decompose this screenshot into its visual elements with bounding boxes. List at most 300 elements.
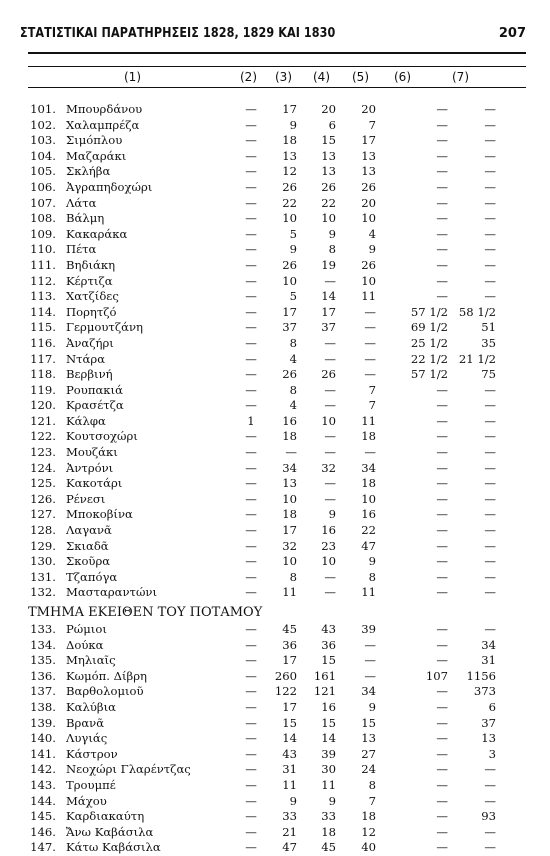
cell-c6: — xyxy=(436,164,448,179)
cell-c4: 22 xyxy=(321,195,336,210)
cell-c7: — xyxy=(484,840,496,855)
village-name: Ντάρα xyxy=(66,351,106,366)
cell-c3: 31 xyxy=(282,762,297,777)
village-name: Κάστρον xyxy=(66,746,118,761)
table-row xyxy=(0,274,550,290)
table-body xyxy=(0,102,550,856)
cell-c6: — xyxy=(436,824,448,839)
cell-c7: 37 xyxy=(481,715,496,730)
cell-c5: 8 xyxy=(368,777,376,792)
cell-c7: — xyxy=(484,413,496,428)
village-name: Κακαράκα xyxy=(66,226,128,241)
cell-c6: — xyxy=(436,257,448,272)
row-number: 142. xyxy=(30,762,56,777)
cell-c5: 12 xyxy=(361,824,376,839)
cell-c3: 21 xyxy=(282,824,297,839)
cell-c6: — xyxy=(436,793,448,808)
cell-c5: 16 xyxy=(361,507,376,522)
row-number: 107. xyxy=(30,195,56,210)
table-row xyxy=(0,429,550,445)
cell-c2: 1 xyxy=(247,413,255,428)
cell-c2: — xyxy=(245,585,257,600)
table-row xyxy=(0,669,550,685)
page-header xyxy=(20,26,526,50)
table-row xyxy=(0,305,550,321)
cell-c3: 10 xyxy=(282,554,297,569)
cell-c5: 22 xyxy=(361,523,376,538)
row-number: 106. xyxy=(30,179,56,194)
village-name: Μασταραντώνι xyxy=(66,585,158,600)
table-row xyxy=(0,523,550,539)
cell-c3: 33 xyxy=(282,809,297,824)
village-name: Μάχου xyxy=(66,793,107,808)
column-header: (5) xyxy=(352,70,369,84)
cell-c2: — xyxy=(245,809,257,824)
cell-c4: 33 xyxy=(321,809,336,824)
table-row xyxy=(0,716,550,732)
cell-c4: 43 xyxy=(321,622,336,636)
table-row xyxy=(0,242,550,258)
header-rule xyxy=(28,52,526,54)
table-row xyxy=(0,180,550,196)
cell-c5: 7 xyxy=(368,117,376,132)
cell-c4: 161 xyxy=(313,668,336,683)
row-number: 120. xyxy=(30,398,56,413)
cell-c3: 34 xyxy=(282,460,297,475)
cell-c5: 18 xyxy=(361,476,376,491)
cell-c4: 17 xyxy=(321,304,336,319)
table-row xyxy=(0,638,550,654)
village-name: Βάλμη xyxy=(66,211,105,226)
row-number: 131. xyxy=(30,569,56,584)
village-name: Μποκοβίνα xyxy=(66,507,133,522)
cell-c3: 15 xyxy=(282,715,297,730)
cell-c4: 14 xyxy=(321,731,336,746)
village-name: Λαγανᾶ xyxy=(66,523,112,538)
cell-c3: 18 xyxy=(282,429,297,444)
table-row xyxy=(0,825,550,841)
cell-c7: — xyxy=(484,762,496,777)
cell-c6: 25 1/2 xyxy=(410,335,448,350)
village-name: Λυγιάς xyxy=(66,731,108,746)
table-top-rule xyxy=(28,66,526,67)
cell-c7: — xyxy=(484,585,496,600)
cell-c7: 13 xyxy=(481,731,496,746)
cell-c3: 13 xyxy=(282,476,297,491)
cell-c2: — xyxy=(245,824,257,839)
cell-c3: 8 xyxy=(289,335,297,350)
cell-c4: 32 xyxy=(321,460,336,475)
cell-c7: — xyxy=(484,523,496,538)
row-number: 114. xyxy=(30,304,56,319)
cell-c4: — xyxy=(324,445,336,460)
cell-c6: — xyxy=(436,538,448,553)
cell-c5: 18 xyxy=(361,429,376,444)
cell-c5: 20 xyxy=(361,102,376,116)
cell-c4: 23 xyxy=(321,538,336,553)
cell-c7: — xyxy=(484,133,496,148)
cell-c6: — xyxy=(436,507,448,522)
cell-c3: 10 xyxy=(282,273,297,288)
row-number: 112. xyxy=(30,273,56,288)
cell-c6: — xyxy=(436,413,448,428)
cell-c7: — xyxy=(484,195,496,210)
cell-c5: 39 xyxy=(361,622,376,636)
cell-c5: — xyxy=(364,668,376,683)
village-name: Κάλφα xyxy=(66,413,106,428)
table-row xyxy=(0,731,550,747)
cell-c7: 58 1/2 xyxy=(458,304,496,319)
cell-c5: 9 xyxy=(368,699,376,714)
cell-c4: 10 xyxy=(321,554,336,569)
cell-c7: — xyxy=(484,460,496,475)
cell-c5: — xyxy=(364,653,376,668)
cell-c2: — xyxy=(245,242,257,257)
village-name: Ρώμιοι xyxy=(66,622,107,636)
table-row xyxy=(0,227,550,243)
cell-c6: — xyxy=(436,491,448,506)
cell-c4: 16 xyxy=(321,699,336,714)
village-name: Μαζαράκι xyxy=(66,148,127,163)
cell-c6: — xyxy=(436,429,448,444)
cell-c2: — xyxy=(245,715,257,730)
row-number: 130. xyxy=(30,554,56,569)
row-number: 143. xyxy=(30,777,56,792)
cell-c2: — xyxy=(245,226,257,241)
table-row xyxy=(0,164,550,180)
cell-c3: 9 xyxy=(289,793,297,808)
cell-c2: — xyxy=(245,445,257,460)
cell-c2: — xyxy=(245,257,257,272)
row-number: 129. xyxy=(30,538,56,553)
cell-c7: 21 1/2 xyxy=(458,351,496,366)
cell-c3: 4 xyxy=(289,351,297,366)
row-number: 140. xyxy=(30,731,56,746)
cell-c2: — xyxy=(245,429,257,444)
cell-c4: 37 xyxy=(321,320,336,335)
cell-c5: 24 xyxy=(361,762,376,777)
row-number: 128. xyxy=(30,523,56,538)
cell-c5: — xyxy=(364,335,376,350)
cell-c3: 22 xyxy=(282,195,297,210)
cell-c6: — xyxy=(436,622,448,636)
row-number: 119. xyxy=(30,382,56,397)
row-number: 122. xyxy=(30,429,56,444)
village-name: Καλύβια xyxy=(66,699,116,714)
village-name: Τζαπόγα xyxy=(66,569,118,584)
cell-c5: 18 xyxy=(361,809,376,824)
cell-c7: — xyxy=(484,211,496,226)
cell-c7: — xyxy=(484,102,496,116)
cell-c4: 13 xyxy=(321,148,336,163)
row-number: 134. xyxy=(30,637,56,652)
village-name: Ἀναζήρι xyxy=(66,335,114,350)
table-row xyxy=(0,653,550,669)
cell-c2: — xyxy=(245,133,257,148)
table-row xyxy=(0,336,550,352)
village-name: Μουζάκι xyxy=(66,445,118,460)
cell-c7: 75 xyxy=(481,367,496,382)
village-name: Χατζίδες xyxy=(66,289,119,304)
cell-c4: — xyxy=(324,569,336,584)
cell-c6: — xyxy=(436,809,448,824)
cell-c4: 14 xyxy=(321,289,336,304)
cell-c4: 15 xyxy=(321,715,336,730)
cell-c5: — xyxy=(364,367,376,382)
cell-c5: — xyxy=(364,445,376,460)
village-name: Βαρθολομιοῦ xyxy=(66,684,144,699)
cell-c5: 13 xyxy=(361,148,376,163)
cell-c6: — xyxy=(436,289,448,304)
cell-c2: — xyxy=(245,746,257,761)
cell-c7: — xyxy=(484,242,496,257)
row-number: 113. xyxy=(30,289,56,304)
village-name: Βηδιάκη xyxy=(66,257,116,272)
cell-c2: — xyxy=(245,554,257,569)
village-name: Σκιαδᾶ xyxy=(66,538,109,553)
cell-c6: — xyxy=(436,117,448,132)
cell-c4: — xyxy=(324,398,336,413)
cell-c3: 8 xyxy=(289,569,297,584)
village-name: Δούκα xyxy=(66,637,104,652)
cell-c3: — xyxy=(285,445,297,460)
cell-c4: — xyxy=(324,585,336,600)
village-name: Κρασέτζα xyxy=(66,398,124,413)
village-name: Κέρτιζα xyxy=(66,273,113,288)
cell-c2: — xyxy=(245,382,257,397)
column-header: (4) xyxy=(313,70,330,84)
cell-c6: — xyxy=(436,731,448,746)
cell-c5: 26 xyxy=(361,179,376,194)
village-name: Κουτσοχώρι xyxy=(66,429,138,444)
table-row xyxy=(0,352,550,368)
table-row xyxy=(0,320,550,336)
cell-c6: 69 1/2 xyxy=(410,320,448,335)
cell-c5: — xyxy=(364,637,376,652)
cell-c7: — xyxy=(484,777,496,792)
column-header: (6) xyxy=(394,70,411,84)
cell-c4: 121 xyxy=(313,684,336,699)
village-name: Ἄνω Καβάσιλα xyxy=(66,824,154,839)
cell-c5: 47 xyxy=(361,538,376,553)
cell-c3: 17 xyxy=(282,523,297,538)
cell-c6: — xyxy=(436,195,448,210)
cell-c6: — xyxy=(436,637,448,652)
cell-c5: 17 xyxy=(361,133,376,148)
cell-c7: — xyxy=(484,622,496,636)
running-title: ΣΤΑΤΙΣΤΙΚΑΙ ΠΑΡΑΤΗΡΗΣΕΙΣ 1828, 1829 ΚΑΙ 1830 xyxy=(20,26,336,41)
village-name: Ρουπακιά xyxy=(66,382,123,397)
cell-c5: — xyxy=(364,320,376,335)
cell-c7: — xyxy=(484,554,496,569)
cell-c3: 12 xyxy=(282,164,297,179)
cell-c5: 10 xyxy=(361,491,376,506)
cell-c6: 57 1/2 xyxy=(410,304,448,319)
cell-c2: — xyxy=(245,289,257,304)
cell-c4: 8 xyxy=(328,242,336,257)
cell-c6: 57 1/2 xyxy=(410,367,448,382)
cell-c7: — xyxy=(484,445,496,460)
cell-c2: — xyxy=(245,699,257,714)
cell-c3: 17 xyxy=(282,699,297,714)
table-row xyxy=(0,383,550,399)
table-row xyxy=(0,289,550,305)
cell-c6: — xyxy=(436,746,448,761)
cell-c3: 13 xyxy=(282,148,297,163)
cell-c2: — xyxy=(245,538,257,553)
cell-c7: 35 xyxy=(481,335,496,350)
village-name: Καρδιακαύτη xyxy=(66,809,145,824)
table-row xyxy=(0,585,550,601)
cell-c4: 6 xyxy=(328,117,336,132)
cell-c5: 40 xyxy=(361,840,376,855)
cell-c3: 43 xyxy=(282,746,297,761)
cell-c4: 26 xyxy=(321,367,336,382)
row-number: 126. xyxy=(30,491,56,506)
cell-c2: — xyxy=(245,491,257,506)
row-number: 116. xyxy=(30,335,56,350)
cell-c3: 17 xyxy=(282,102,297,116)
cell-c7: — xyxy=(484,569,496,584)
row-number: 118. xyxy=(30,367,56,382)
row-number: 124. xyxy=(30,460,56,475)
cell-c5: 11 xyxy=(361,289,376,304)
row-number: 139. xyxy=(30,715,56,730)
table-row xyxy=(0,622,550,638)
row-number: 104. xyxy=(30,148,56,163)
cell-c5: 9 xyxy=(368,242,376,257)
cell-c5: 9 xyxy=(368,554,376,569)
cell-c5: 34 xyxy=(361,684,376,699)
village-name: Πέτα xyxy=(66,242,97,257)
cell-c7: — xyxy=(484,226,496,241)
row-number: 103. xyxy=(30,133,56,148)
cell-c5: 7 xyxy=(368,382,376,397)
cell-c6: — xyxy=(436,840,448,855)
cell-c4: 45 xyxy=(321,840,336,855)
cell-c4: 18 xyxy=(321,824,336,839)
cell-c2: — xyxy=(245,622,257,636)
cell-c7: — xyxy=(484,507,496,522)
cell-c3: 14 xyxy=(282,731,297,746)
row-number: 115. xyxy=(30,320,56,335)
cell-c3: 260 xyxy=(274,668,297,683)
cell-c4: — xyxy=(324,476,336,491)
cell-c6: 22 1/2 xyxy=(410,351,448,366)
village-name: Σιμόπλου xyxy=(66,133,123,148)
table-row xyxy=(0,762,550,778)
cell-c7: — xyxy=(484,429,496,444)
header-bottom-rule xyxy=(28,87,526,88)
village-name: Χαλαμπρέζα xyxy=(66,117,140,132)
cell-c6: 107 xyxy=(425,668,448,683)
table-row xyxy=(0,840,550,856)
cell-c7: — xyxy=(484,476,496,491)
cell-c5: 26 xyxy=(361,257,376,272)
village-name: Γερμουτζάνη xyxy=(66,320,143,335)
cell-c5: 11 xyxy=(361,585,376,600)
table-row xyxy=(0,570,550,586)
village-name: Βερβινή xyxy=(66,367,113,382)
cell-c2: — xyxy=(245,273,257,288)
column-header: (2) xyxy=(240,70,257,84)
column-header: (7) xyxy=(452,70,469,84)
cell-c5: 8 xyxy=(368,569,376,584)
cell-c2: — xyxy=(245,476,257,491)
cell-c6: — xyxy=(436,102,448,116)
row-number: 121. xyxy=(30,413,56,428)
cell-c3: 9 xyxy=(289,117,297,132)
cell-c6: — xyxy=(436,762,448,777)
row-number: 109. xyxy=(30,226,56,241)
cell-c5: 34 xyxy=(361,460,376,475)
cell-c3: 37 xyxy=(282,320,297,335)
cell-c4: — xyxy=(324,382,336,397)
row-number: 117. xyxy=(30,351,56,366)
row-number: 123. xyxy=(30,445,56,460)
cell-c5: — xyxy=(364,304,376,319)
cell-c4: — xyxy=(324,273,336,288)
cell-c5: 11 xyxy=(361,413,376,428)
cell-c2: — xyxy=(245,637,257,652)
cell-c6: — xyxy=(436,242,448,257)
cell-c7: 3 xyxy=(488,746,496,761)
cell-c3: 45 xyxy=(282,622,297,636)
cell-c6: — xyxy=(436,133,448,148)
cell-c5: 20 xyxy=(361,195,376,210)
cell-c3: 26 xyxy=(282,179,297,194)
cell-c2: — xyxy=(245,320,257,335)
table-row xyxy=(0,461,550,477)
cell-c2: — xyxy=(245,335,257,350)
cell-c6: — xyxy=(436,460,448,475)
cell-c4: 9 xyxy=(328,226,336,241)
table-row xyxy=(0,196,550,212)
row-number: 132. xyxy=(30,585,56,600)
cell-c2: — xyxy=(245,179,257,194)
cell-c3: 26 xyxy=(282,367,297,382)
cell-c3: 11 xyxy=(282,585,297,600)
cell-c4: 15 xyxy=(321,133,336,148)
village-name: Μπουρδάνου xyxy=(66,102,143,116)
cell-c2: — xyxy=(245,840,257,855)
row-number: 141. xyxy=(30,746,56,761)
cell-c6: — xyxy=(436,445,448,460)
table-row xyxy=(0,211,550,227)
cell-c6: — xyxy=(436,226,448,241)
cell-c7: 93 xyxy=(481,809,496,824)
cell-c7: — xyxy=(484,538,496,553)
cell-c7: 34 xyxy=(481,637,496,652)
cell-c2: — xyxy=(245,507,257,522)
row-number: 111. xyxy=(30,257,56,272)
cell-c3: 5 xyxy=(289,226,297,241)
cell-c7: 51 xyxy=(481,320,496,335)
row-number: 133. xyxy=(30,622,56,636)
cell-c6: — xyxy=(436,684,448,699)
column-headers xyxy=(0,68,550,86)
cell-c7: 31 xyxy=(481,653,496,668)
cell-c6: — xyxy=(436,273,448,288)
column-header: (1) xyxy=(124,70,141,84)
cell-c4: 26 xyxy=(321,179,336,194)
cell-c6: — xyxy=(436,715,448,730)
cell-c6: — xyxy=(436,476,448,491)
cell-c3: 17 xyxy=(282,304,297,319)
cell-c7: — xyxy=(484,164,496,179)
row-number: 105. xyxy=(30,164,56,179)
row-number: 127. xyxy=(30,507,56,522)
